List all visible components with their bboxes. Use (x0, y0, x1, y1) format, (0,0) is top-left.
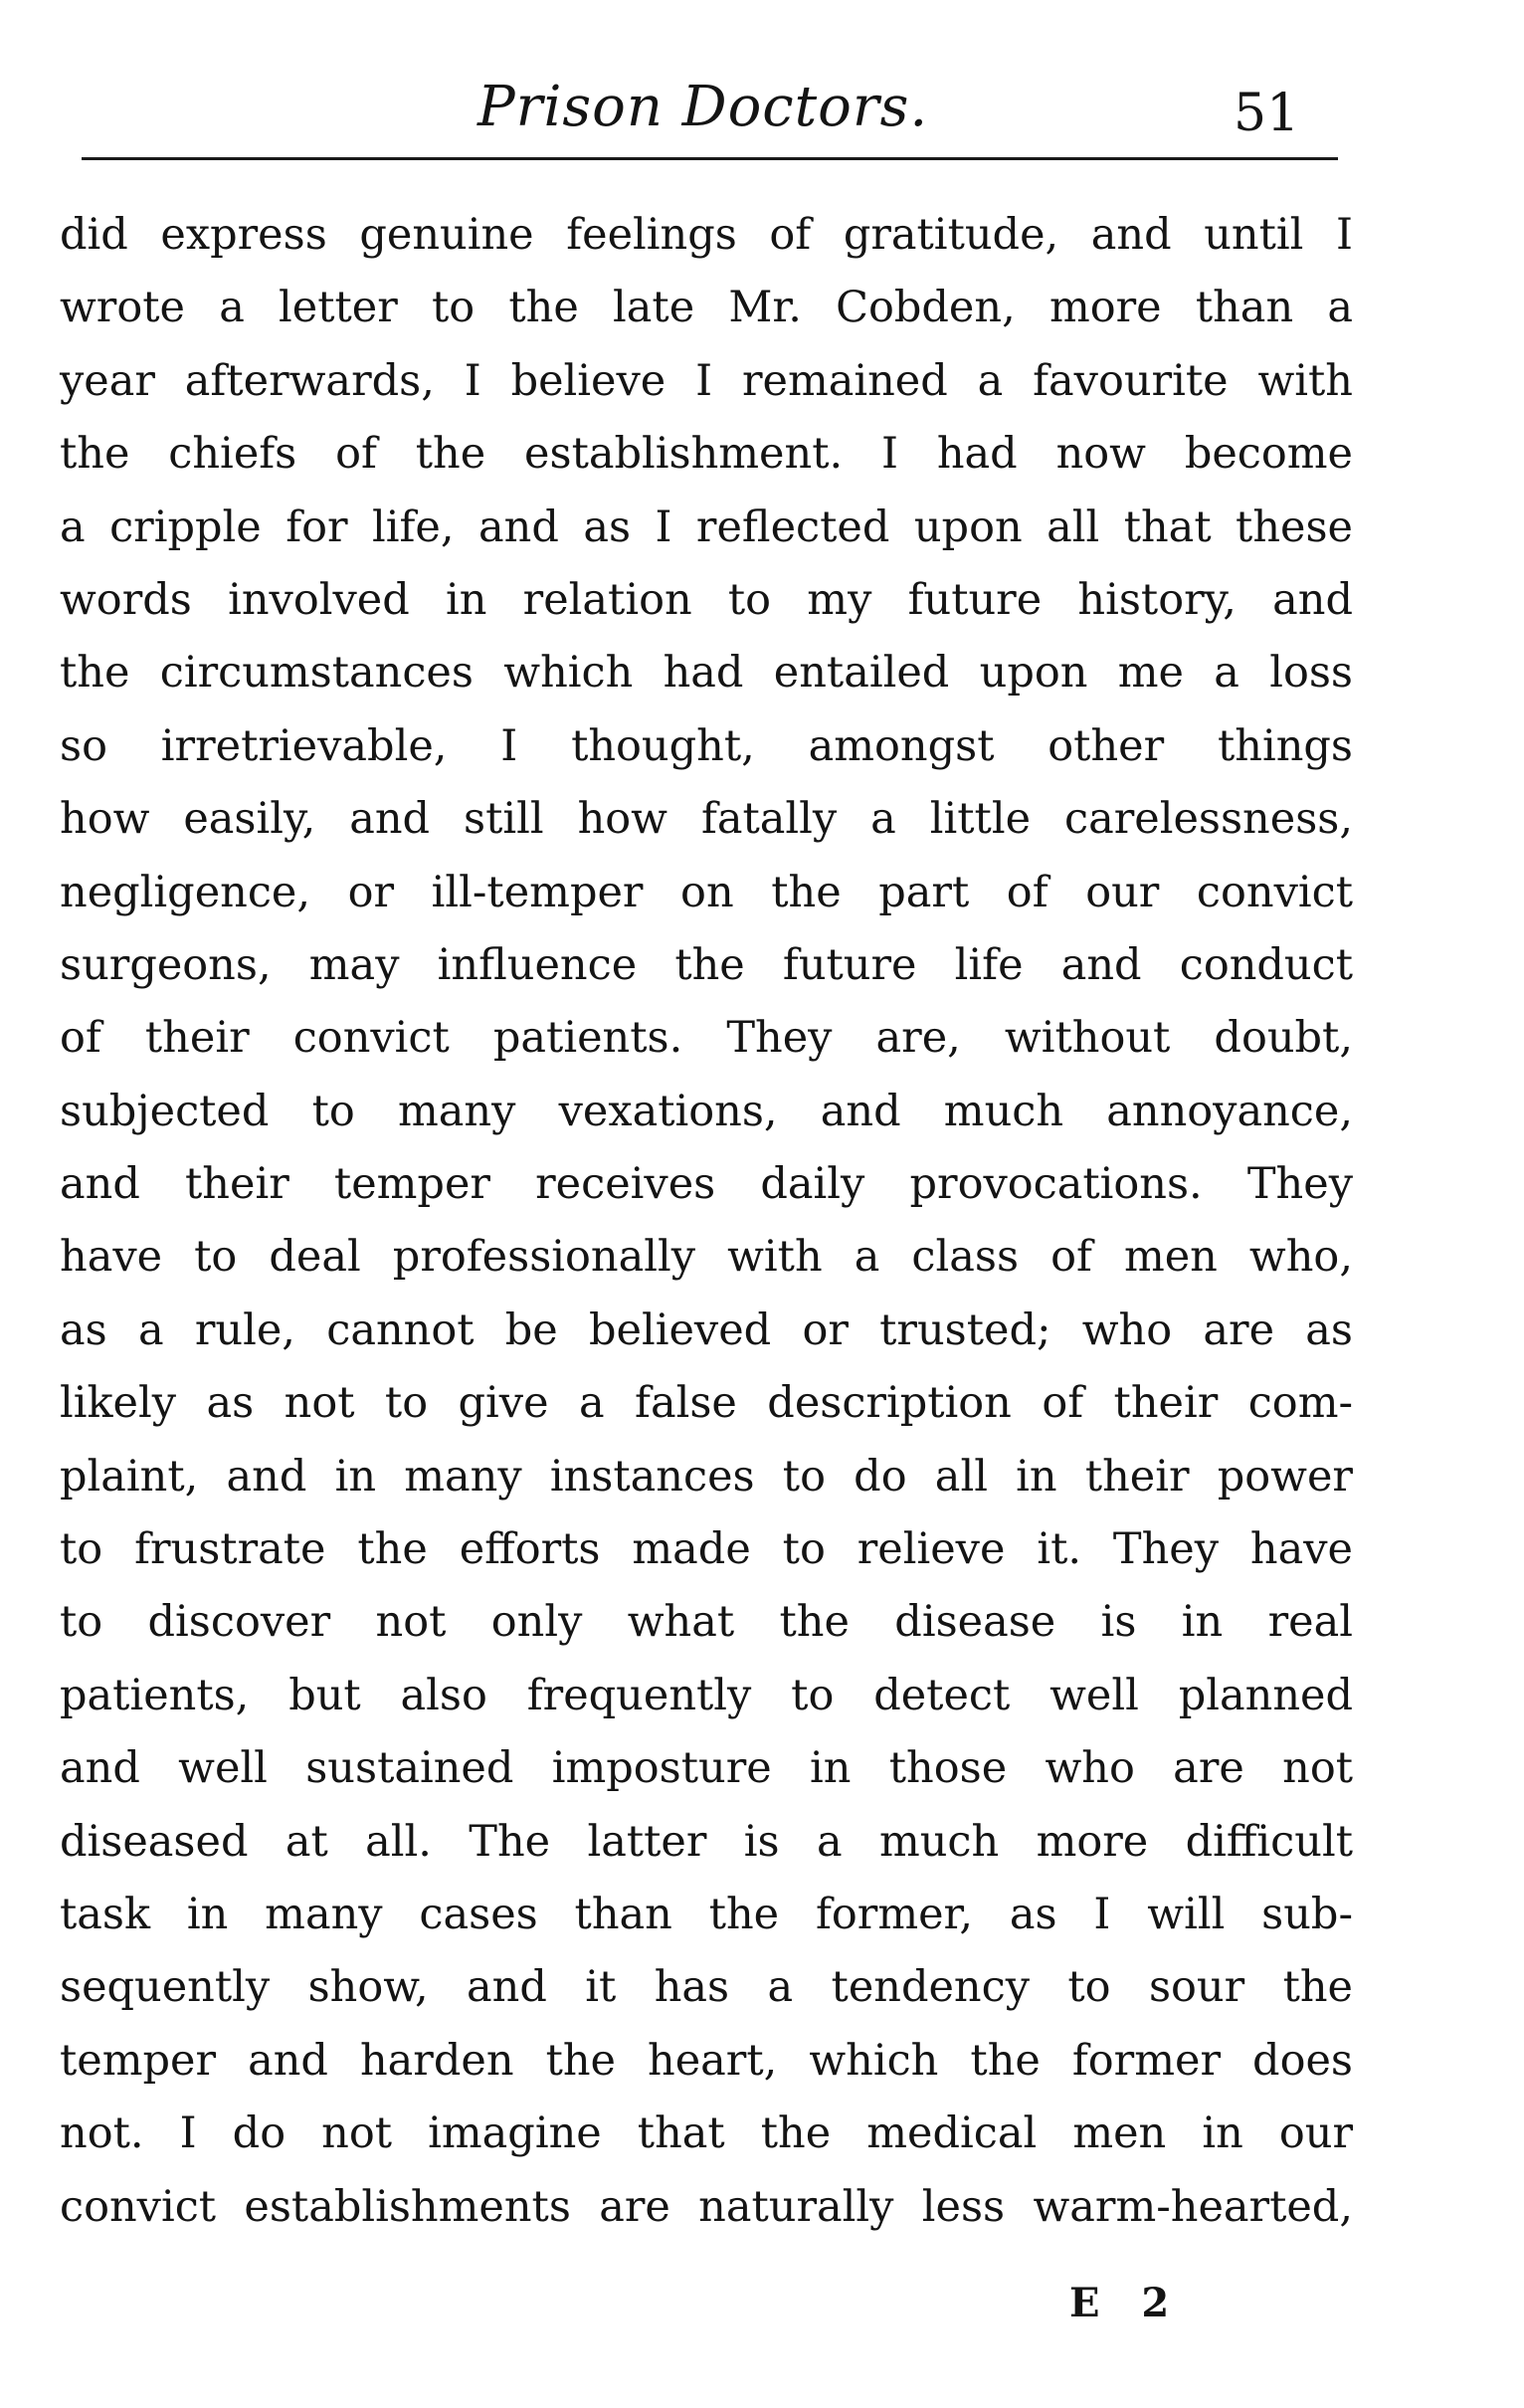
text-line: to frustrate the efforts made to relieve it. They have (60, 1524, 1353, 1575)
text-line: year afterwards, I believe I remained a favourite with (60, 355, 1353, 406)
running-title: Prison Doctors. (477, 75, 929, 139)
text-line: the chiefs of the establishment. I had now become (60, 429, 1353, 480)
text-line: the circumstances which had entailed upon me a loss (60, 648, 1353, 699)
body-text (60, 199, 1353, 2244)
text-line: and well sustained imposture in those who are not (60, 1743, 1353, 1794)
text-line: subjected to many vexations, and much annoyance, (60, 1086, 1353, 1136)
text-line: of their convict patients. They are, without doubt, (60, 1013, 1353, 1064)
text-line: to discover not only what the disease is in real (60, 1597, 1353, 1648)
running-head (0, 68, 1524, 147)
text-line: surgeons, may influence the future life and conduct (60, 939, 1353, 990)
text-line: diseased at all. The latter is a much more difficult (60, 1816, 1353, 1867)
text-line: wrote a letter to the late Mr. Cobden, more than a (60, 283, 1353, 333)
text-line: task in many cases than the former, as I will sub- (60, 1889, 1353, 1939)
text-line: as a rule, cannot be believed or trusted; who are as (60, 1304, 1353, 1355)
text-line: did express genuine feelings of gratitude, and until I (60, 210, 1353, 260)
text-line: negligence, or ill-temper on the part of our convict (60, 867, 1353, 917)
text-line: sequently show, and it has a tendency to sour the (60, 1962, 1353, 2013)
text-line: plaint, and in many instances to do all in their power (60, 1451, 1353, 1502)
text-line: so irretrievable, I thought, amongst other things (60, 720, 1353, 771)
header-rule (82, 157, 1338, 160)
page-number: 51 (1234, 84, 1300, 143)
text-line: a cripple for life, and as I reflected upon all that these (60, 502, 1353, 552)
text-line: patients, but also frequently to detect well planned (60, 1670, 1353, 1720)
text-line: have to deal professionally with a class of men who, (60, 1232, 1353, 1283)
text-line: words involved in relation to my future history, and (60, 574, 1353, 625)
text-line: temper and harden the heart, which the former does (60, 2035, 1353, 2086)
text-line: and their temper receives daily provocations. They (60, 1159, 1353, 1210)
text-line: how easily, and still how fatally a little carelessness, (60, 794, 1353, 845)
text-line: likely as not to give a false description of their com- (60, 1378, 1353, 1429)
text-line: convict establishments are naturally less warm-hearted, (60, 2181, 1353, 2232)
signature-mark: E 2 (1069, 2280, 1184, 2326)
text-line: not. I do not imagine that the medical men in our (60, 2108, 1353, 2159)
